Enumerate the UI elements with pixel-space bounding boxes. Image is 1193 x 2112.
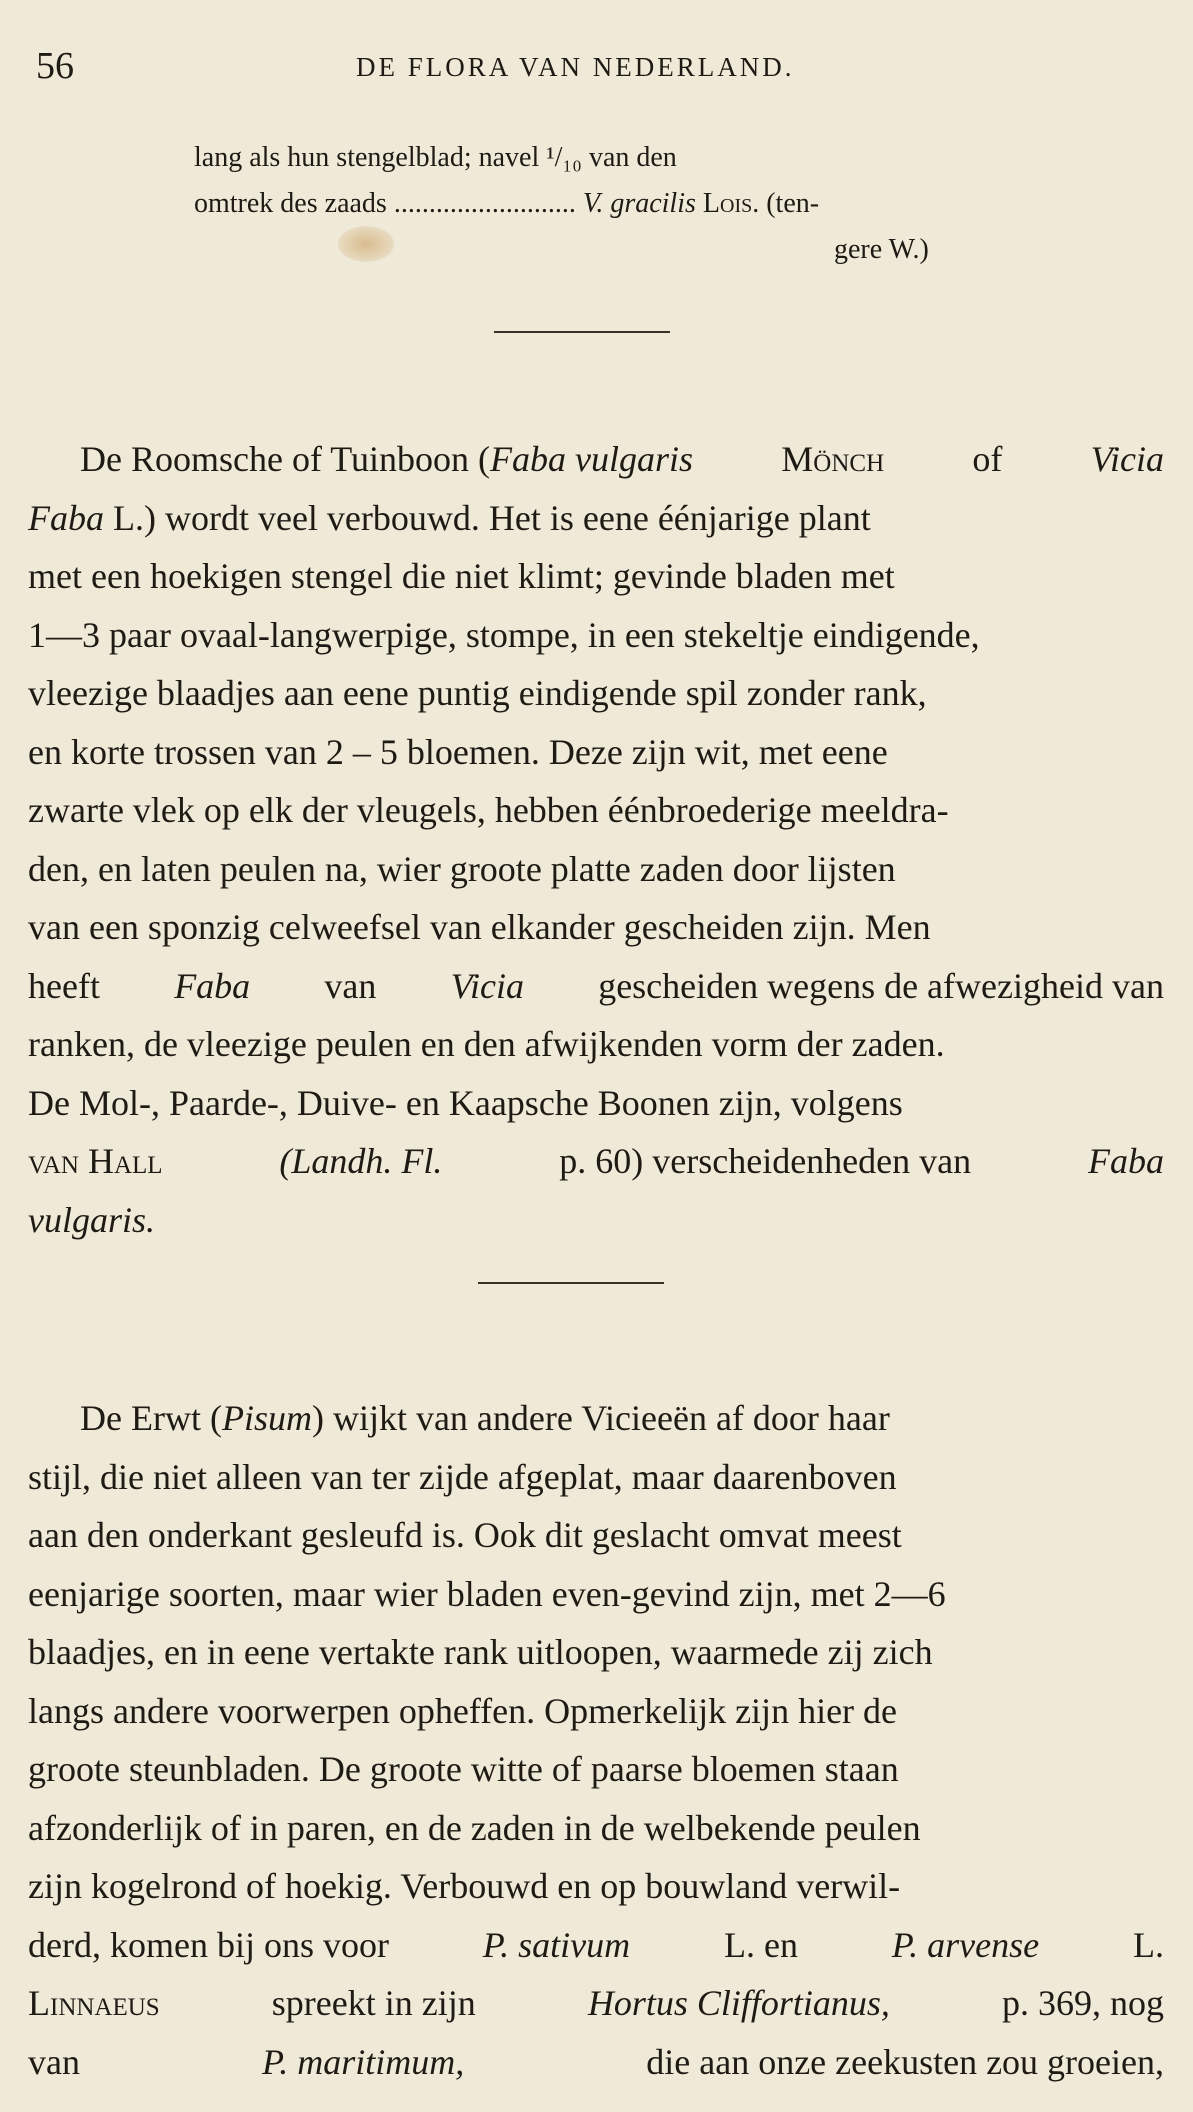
text-line: van P. maritimum, die aan onze zeekusten zou groeien, <box>28 2041 1164 2082</box>
text-line: De Roomsche of Tuinboon (Faba vulgaris Mönch of Vicia <box>80 439 1164 479</box>
text-line: ranken, de vleezige peulen en den afwijkenden vorm der zaden. <box>28 1024 945 1064</box>
text-line: De Mol-, Paarde-, Duive- en Kaapsche Boonen zijn, volgens <box>28 1082 903 1123</box>
key-line-2: omtrek des zaads .......................... V. gracilis Lois. (ten- <box>194 188 820 219</box>
text-line: den, en laten peulen na, wier groote platte zaden door lijsten <box>28 848 896 889</box>
key-line-3: gere W.) <box>834 234 929 265</box>
text-line: vleezige blaadjes aan eene puntig eindigende spil zonder rank, <box>28 673 927 713</box>
text-line: vulgaris. <box>28 1199 156 1240</box>
text-line: eenjarige soorten, maar wier bladen even-gevind zijn, met 2—6 <box>28 1573 946 1614</box>
text-line: 1—3 paar ovaal-langwerpige, stompe, in een stekeltje eindigende, <box>28 614 980 655</box>
text-line: heeft Faba van Vicia gescheiden wegens de afwezigheid van <box>28 965 1164 1006</box>
running-title: DE FLORA VAN NEDERLAND. <box>356 52 795 82</box>
text-line: afzonderlijk of in paren, en de zaden in de welbekende peulen <box>28 1807 921 1848</box>
text-line: van een sponzig celweefsel van elkander gescheiden zijn. Men <box>28 907 931 947</box>
species-author: Lois. <box>702 188 760 219</box>
section-divider <box>494 331 670 333</box>
text-line: groote steunbladen. De groote witte of paarse bloemen staan <box>28 1749 899 1789</box>
text-line: van Hall (Landh. Fl. p. 60) verscheidenheden van Faba <box>28 1141 1164 1181</box>
text-line: zwarte vlek op elk der vleugels, hebben éénbroederige meeldra- <box>28 790 949 830</box>
text-line: blaadjes, en in eene vertakte rank uitloopen, waarmede zij zich <box>28 1632 933 1672</box>
page-number: 56 <box>36 45 74 87</box>
text-line: aan den onderkant gesleufd is. Ook dit geslacht omvat meest <box>28 1515 902 1555</box>
paragraph-pisum <box>28 1389 1164 2091</box>
text-line: De Erwt (Pisum) wijkt van andere Vicieeën af door haar <box>80 1398 890 1438</box>
species-name: V. gracilis <box>582 188 696 219</box>
identification-key-entry <box>194 135 1124 273</box>
text-line: zijn kogelrond of hoekig. Verbouwd en op bouwland verwil- <box>28 1866 901 1906</box>
text-line: Faba L.) wordt veel verbouwd. Het is eene éénjarige plant <box>28 497 871 538</box>
text-line: langs andere voorwerpen opheffen. Opmerkelijk zijn hier de <box>28 1690 898 1731</box>
page-header <box>36 44 1136 87</box>
key-line-1: lang als hun stengelblad; navel ¹/₁₀ van den <box>194 142 677 173</box>
section-divider <box>478 1282 664 1284</box>
text-line: met een hoekigen stengel die niet klimt; gevinde bladen met <box>28 556 895 596</box>
text-line: derd, komen bij ons voor P. sativum L. en P. arvense L. <box>28 1924 1164 1965</box>
text-line: Linnaeus spreekt in zijn Hortus Cliffortianus, p. 369, nog <box>28 1983 1164 2023</box>
paragraph-faba <box>28 430 1164 1249</box>
text-line: stijl, die niet alleen van ter zijde afgeplat, maar daarenboven <box>28 1456 897 1497</box>
text-line: en korte trossen van 2 – 5 bloemen. Deze zijn wit, met eene <box>28 731 888 772</box>
